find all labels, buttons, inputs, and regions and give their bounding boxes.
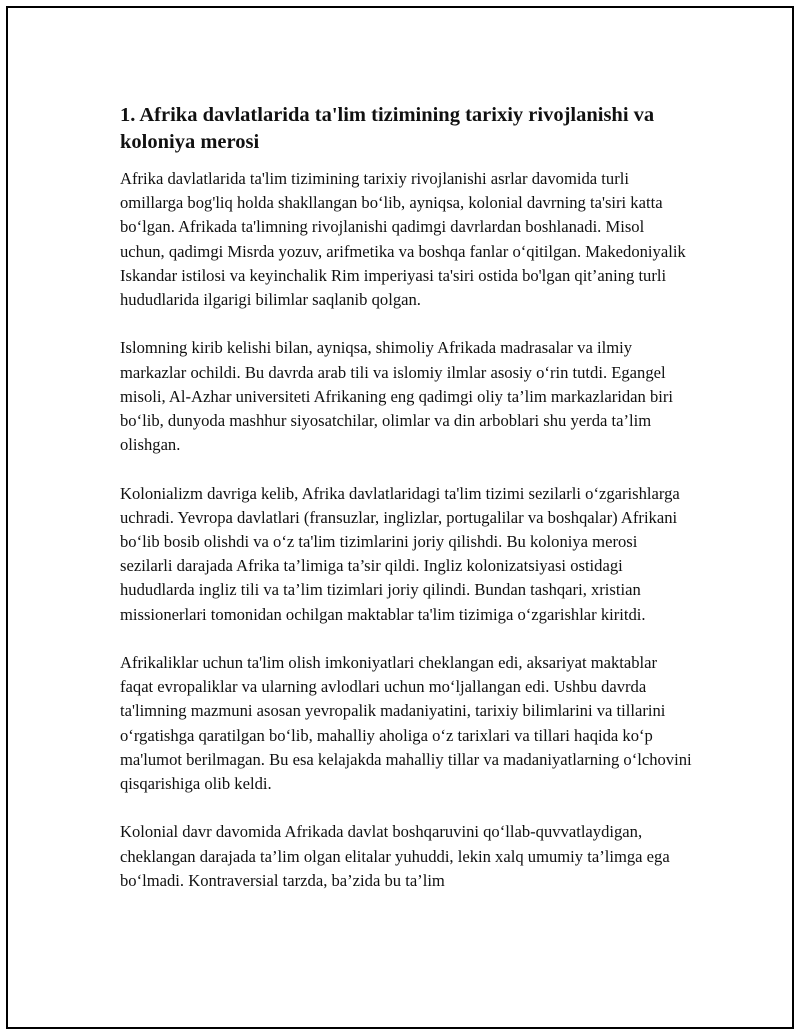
section-heading: 1. Afrika davlatlarida ta'lim tizimining tarixiy rivojlanishi va koloniya merosi	[120, 104, 655, 153]
paragraph-4: Afrikaliklar uchun ta'lim olish imkoniyatlari cheklangan edi, aksariyat maktablar faqat evropaliklar va ularning avlodlari uchun mo‘ljallangan edi. Ushbu davrda ta'limning mazmuni asosan yevropalik madaniyatini, tarixiy bilimlarini va tillarini o‘rgatishga qaratilgan bo‘lib, mahalliy aholiga o‘z tarixlari va tillari haqida ko‘p ma'lumot berilmagan. Bu esa kelajakda mahalliy tillar va madaniyatlarning o‘lchovini qisqarishiga olib keldi.	[120, 653, 692, 794]
document-body	[120, 102, 692, 917]
paragraph-3: Kolonializm davriga kelib, Afrika davlatlaridagi ta'lim tizimi sezilarli o‘zgarishlarga uchradi. Yevropa davlatlari (fransuzlar, inglizlar, portugalilar va boshqalar) Afrikani bo‘lib bosib olishdi va o‘z ta'lim tizimlarini joriy qilishdi. Bu koloniya merosi sezilarli darajada Afrika ta’limiga ta’sir qildi. Ingliz kolonizatsiyasi ostidagi hududlarda ingliz tili va ta’lim tizimlari joriy qilindi. Bundan tashqari, xristian missionerlari tomonidan ochilgan maktablar ta'lim tizimiga o‘zgarishlar kiritdi.	[120, 483, 680, 624]
page-frame	[6, 6, 794, 1029]
paragraph-2: Islomning kirib kelishi bilan, ayniqsa, shimoliy Afrikada madrasalar va ilmiy markazlar ochildi. Bu davrda arab tili va islomiy ilmlar asosiy o‘rin tutdi. Egangel misoli, Al-Azhar universiteti Afrikaning eng qadimgi oliy ta’lim markazlaridan biri bo‘lib, dunyoda mashhur siyosatchilar, olimlar va din arboblari shu yerda ta’lim olishgan.	[120, 338, 673, 455]
paragraph-5: Kolonial davr davomida Afrikada davlat boshqaruvini qo‘llab-quvvatlaydigan, cheklangan darajada ta’lim olgan elitalar yuhuddi, lekin xalq umumiy ta’limga ega bo‘lmadi. Kontraversial tarzda, ba’zida bu ta’lim	[120, 822, 670, 890]
paragraph-1: Afrika davlatlarida ta'lim tizimining tarixiy rivojlanishi asrlar davomida turli omillarga bog'liq holda shakllangan bo‘lib, ayniqsa, kolonial davrning ta'siri katta bo‘lgan. Afrikada ta'limning rivojlanishi qadimgi davrlardan boshlanadi. Misol uchun, qadimgi Misrda yozuv, arifmetika va boshqa fanlar o‘qitilgan. Makedoniyalik Iskandar istilosi va keyinchalik Rim imperiyasi ta'siri ostida bo'lgan qit’aning turli hududlarida ilgarigi bilimlar saqlanib qolgan.	[120, 169, 686, 310]
